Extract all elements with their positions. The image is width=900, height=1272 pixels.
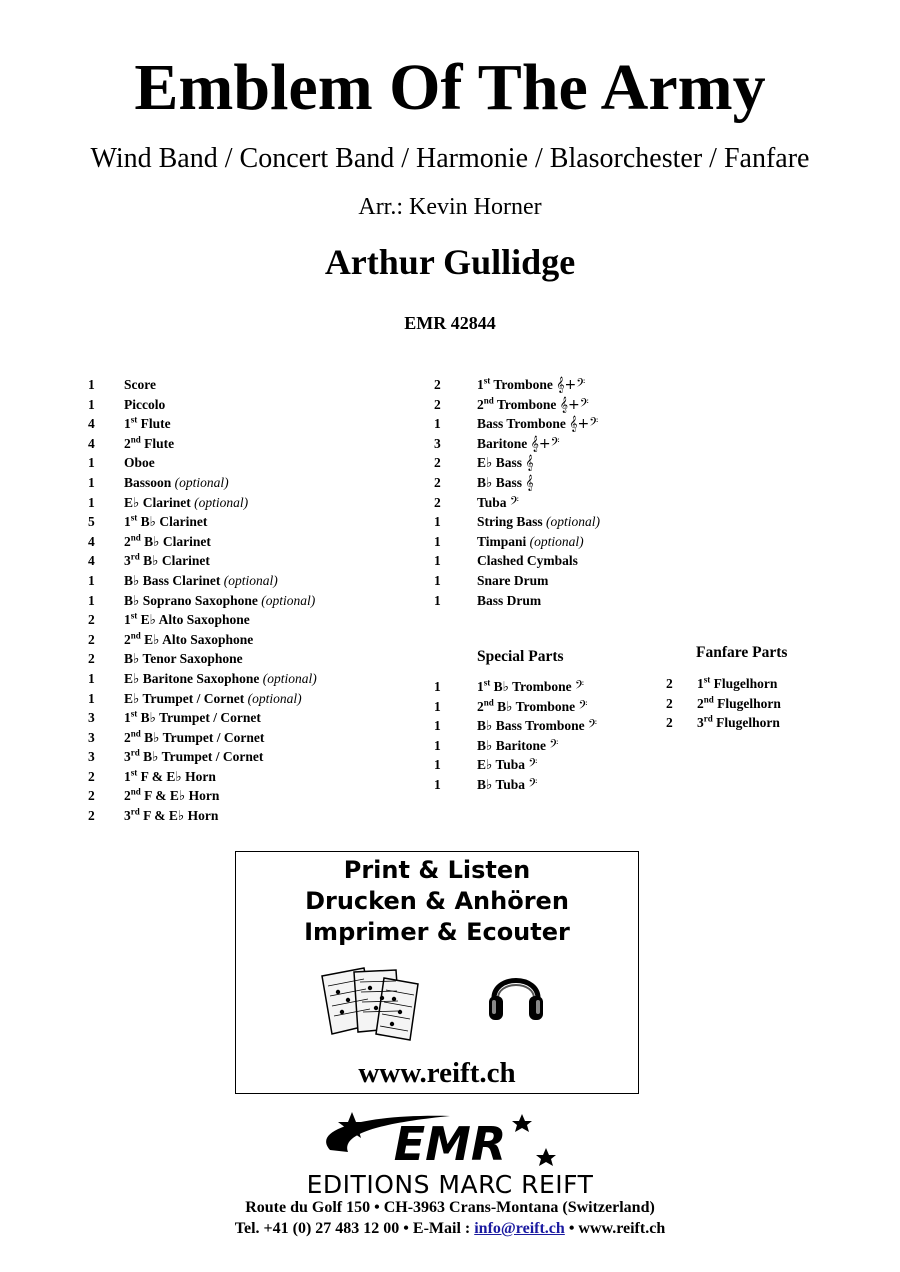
clef-icon: 𝄞+𝄢 — [559, 396, 589, 413]
part-name — [124, 551, 210, 571]
part-quantity: 4 — [88, 416, 95, 432]
part-label: B♭ Trumpet / Cornet — [140, 729, 265, 745]
part-quantity: 3 — [88, 710, 95, 726]
part-row — [434, 434, 664, 454]
part-name — [477, 375, 585, 396]
part-label: Flute — [140, 435, 175, 451]
part-quantity: 1 — [434, 776, 441, 792]
part-row — [88, 395, 418, 415]
parts-list-left — [88, 375, 418, 826]
promo-line-french: Imprimer & Ecouter — [304, 918, 570, 946]
part-row — [434, 453, 664, 473]
optional-note: (optional) — [529, 533, 584, 549]
part-name — [124, 453, 155, 473]
clef-icon: 𝄞 — [525, 455, 534, 472]
part-row — [434, 493, 664, 513]
part-quantity: 3 — [88, 729, 95, 745]
clef-icon: 𝄢 — [549, 737, 559, 754]
part-name — [124, 689, 302, 709]
part-row — [88, 669, 418, 689]
part-name — [124, 395, 165, 415]
publisher-name: EDITIONS MARC REIFT — [306, 1170, 594, 1199]
part-row — [434, 571, 664, 591]
ordinal-suffix: st — [483, 677, 491, 688]
part-quantity: 1 — [88, 690, 95, 706]
part-position: 1 — [477, 377, 484, 392]
part-name — [124, 708, 261, 728]
emr-logo — [300, 1108, 600, 1174]
part-quantity: 2 — [434, 474, 441, 490]
part-row — [434, 697, 664, 717]
part-name — [124, 806, 218, 826]
promo-line-german: Drucken & Anhören — [305, 887, 569, 915]
part-label: F & E♭ Horn — [137, 768, 216, 784]
part-row — [434, 591, 664, 611]
part-row — [434, 677, 664, 697]
ordinal-suffix: nd — [483, 697, 494, 708]
part-label: E♭ Alto Saxophone — [137, 612, 250, 628]
part-name — [477, 493, 519, 514]
part-row — [434, 375, 664, 395]
part-position: 2 — [124, 533, 131, 549]
composer-name: Arthur Gullidge — [324, 242, 576, 282]
part-name — [124, 473, 229, 493]
part-label: Snare Drum — [477, 572, 549, 588]
part-name — [124, 630, 253, 650]
part-name — [124, 610, 250, 630]
part-row — [88, 708, 418, 728]
part-label: Tuba — [477, 494, 510, 510]
ordinal-suffix: st — [130, 767, 138, 778]
ordinal-suffix: st — [130, 512, 138, 523]
part-name — [124, 375, 156, 395]
part-label: E♭ Baritone Saxophone — [124, 670, 263, 686]
promo-line-english: Print & Listen — [343, 856, 531, 884]
part-label: Clashed Cymbals — [477, 553, 578, 569]
part-quantity: 2 — [88, 651, 95, 667]
part-label: B♭ Tuba — [477, 776, 529, 792]
optional-note: (optional) — [546, 514, 601, 530]
part-label: Score — [124, 377, 156, 392]
part-quantity: 2 — [88, 768, 95, 784]
part-quantity: 1 — [434, 698, 441, 714]
part-label: B♭ Trombone — [490, 679, 576, 694]
part-label: String Bass — [477, 514, 547, 530]
ordinal-suffix: nd — [130, 532, 141, 543]
ordinal-suffix: nd — [130, 786, 141, 797]
part-label: E♭ Trumpet / Cornet — [124, 690, 248, 706]
part-row — [88, 689, 418, 709]
part-label: Piccolo — [124, 396, 166, 412]
part-name — [124, 512, 207, 532]
part-row — [88, 473, 418, 493]
contact-website[interactable]: • www.reift.ch — [564, 1220, 666, 1237]
part-name — [477, 551, 578, 571]
clef-icon: 𝄢 — [528, 776, 538, 793]
optional-note: (optional) — [174, 474, 229, 490]
part-row — [666, 674, 866, 694]
part-label: F & E♭ Horn — [140, 788, 220, 804]
part-quantity: 1 — [88, 494, 95, 510]
part-label: B♭ Bass Trombone — [477, 718, 589, 734]
part-label: Trombone — [493, 396, 560, 412]
part-name — [477, 532, 584, 552]
part-quantity: 1 — [88, 670, 95, 686]
ordinal-suffix: st — [703, 674, 711, 685]
email-link[interactable]: info@reift.ch — [474, 1220, 565, 1237]
parts-list-right — [434, 375, 664, 610]
part-label: B♭ Trumpet / Cornet — [137, 710, 261, 726]
part-position: 1 — [697, 676, 704, 691]
part-label: B♭ Trumpet / Cornet — [139, 749, 264, 765]
part-quantity: 1 — [434, 757, 441, 773]
part-name — [477, 697, 588, 718]
part-row — [434, 395, 664, 415]
part-name — [124, 649, 243, 669]
part-quantity: 3 — [434, 435, 441, 451]
print-listen-box — [235, 851, 639, 1094]
part-quantity: 5 — [88, 514, 95, 530]
part-name — [124, 767, 216, 787]
part-quantity: 2 — [88, 612, 95, 628]
clef-icon: 𝄢 — [528, 757, 538, 774]
part-label: Flugelhorn — [712, 715, 780, 731]
special-parts-list — [434, 677, 664, 795]
part-label: B♭ Baritone — [477, 737, 550, 753]
part-quantity: 1 — [88, 572, 95, 588]
part-row — [88, 532, 418, 552]
part-row — [88, 414, 418, 434]
part-row — [666, 694, 866, 714]
arranger-credit: Arr.: Kevin Horner — [358, 194, 542, 220]
part-row — [88, 493, 418, 513]
part-quantity: 2 — [88, 808, 95, 824]
part-quantity: 2 — [88, 631, 95, 647]
part-row — [434, 551, 664, 571]
part-quantity: 1 — [434, 572, 441, 588]
part-name — [477, 453, 534, 474]
part-quantity: 1 — [434, 737, 441, 753]
ordinal-suffix: nd — [130, 728, 141, 739]
part-label: Timpani — [477, 533, 530, 549]
optional-note: (optional) — [223, 572, 278, 588]
clef-icon: 𝄢 — [578, 698, 588, 715]
part-position: 1 — [124, 710, 131, 726]
part-row — [88, 551, 418, 571]
part-quantity: 1 — [434, 553, 441, 569]
part-position: 3 — [124, 553, 131, 569]
ordinal-suffix: nd — [130, 434, 141, 445]
part-quantity: 4 — [88, 533, 95, 549]
part-name — [477, 571, 548, 591]
ordinal-suffix: st — [130, 610, 138, 621]
optional-note: (optional) — [261, 592, 316, 608]
ordinal-suffix: rd — [130, 806, 140, 817]
part-position: 2 — [124, 788, 131, 804]
part-row — [88, 747, 418, 767]
part-quantity: 1 — [88, 474, 95, 490]
part-position: 3 — [124, 808, 131, 824]
part-row — [434, 736, 664, 756]
part-name — [124, 591, 315, 611]
promo-website[interactable]: www.reift.ch — [358, 1057, 516, 1089]
part-label: B♭ Clarinet — [140, 533, 211, 549]
part-quantity: 3 — [88, 749, 95, 765]
part-row — [88, 630, 418, 650]
contact-phone: Tel. +41 (0) 27 483 12 00 • E-Mail : — [234, 1220, 475, 1237]
part-name — [477, 414, 598, 435]
part-position: 1 — [124, 416, 131, 432]
ordinal-suffix: rd — [130, 551, 140, 562]
part-label: E♭ Alto Saxophone — [140, 631, 254, 647]
part-label: Flugelhorn — [710, 676, 778, 691]
part-label: B♭ Trombone — [493, 698, 579, 714]
part-quantity: 2 — [666, 676, 673, 691]
ordinal-suffix: st — [130, 414, 138, 425]
publisher-contact — [0, 1219, 900, 1239]
part-quantity: 2 — [88, 788, 95, 804]
part-row — [434, 512, 664, 532]
part-position: 2 — [477, 396, 484, 412]
clef-icon: 𝄢 — [588, 718, 598, 735]
part-row — [88, 786, 418, 806]
part-label: Bass Trombone — [477, 416, 570, 432]
publisher-address: Route du Golf 150 • CH-3963 Crans-Montana (Switzerland) — [245, 1199, 655, 1216]
part-position: 2 — [697, 695, 704, 711]
part-name — [124, 669, 317, 689]
part-name — [477, 736, 558, 757]
part-row — [88, 571, 418, 591]
ordinal-suffix: nd — [483, 395, 494, 406]
part-row — [88, 649, 418, 669]
part-row — [88, 453, 418, 473]
ordinal-suffix: st — [483, 375, 491, 386]
part-label: B♭ Tenor Saxophone — [124, 651, 243, 667]
part-quantity: 2 — [666, 715, 673, 731]
part-quantity: 1 — [434, 592, 441, 608]
part-name — [124, 434, 174, 454]
part-row — [434, 775, 664, 795]
part-row — [434, 716, 664, 736]
part-quantity: 1 — [434, 416, 441, 432]
part-name — [477, 395, 589, 416]
part-label: E♭ Bass — [477, 455, 526, 471]
part-name — [697, 694, 781, 714]
part-name — [477, 473, 534, 494]
part-row — [88, 767, 418, 787]
part-label: B♭ Bass Clarinet — [124, 572, 224, 588]
part-label: Bassoon — [124, 474, 175, 490]
special-parts-heading: Special Parts — [477, 648, 564, 665]
part-position: 1 — [477, 679, 484, 694]
clef-icon: 𝄞+𝄢 — [569, 416, 599, 433]
part-quantity: 2 — [434, 455, 441, 471]
part-name — [477, 434, 560, 455]
part-quantity: 1 — [434, 533, 441, 549]
part-row — [88, 610, 418, 630]
clef-icon: 𝄞+𝄢 — [556, 377, 586, 393]
part-quantity: 1 — [434, 514, 441, 530]
part-position: 1 — [124, 514, 131, 530]
part-name — [124, 532, 211, 552]
part-position: 3 — [124, 749, 131, 765]
part-name — [124, 493, 248, 513]
part-label: F & E♭ Horn — [139, 808, 219, 824]
part-label: Oboe — [124, 455, 155, 471]
part-quantity: 4 — [88, 553, 95, 569]
clef-icon: 𝄞+𝄢 — [530, 435, 560, 452]
part-name — [697, 674, 777, 694]
part-row — [88, 728, 418, 748]
part-row — [88, 591, 418, 611]
part-position: 2 — [124, 435, 131, 451]
score-title: Emblem Of The Army — [134, 51, 766, 124]
part-label: E♭ Clarinet — [124, 494, 195, 510]
part-name — [697, 713, 780, 733]
part-position: 2 — [477, 698, 484, 714]
part-label: Trombone — [490, 377, 557, 392]
part-name — [477, 512, 600, 532]
catalog-number: EMR 42844 — [404, 313, 496, 333]
headphones-icon — [486, 960, 546, 1026]
part-name — [124, 728, 264, 748]
clef-icon: 𝄞 — [525, 474, 534, 491]
ordinal-suffix: nd — [130, 630, 141, 641]
part-name — [124, 571, 278, 591]
part-name — [124, 786, 219, 806]
part-quantity: 1 — [434, 718, 441, 734]
optional-note: (optional) — [194, 494, 249, 510]
part-label: Flute — [137, 416, 171, 432]
part-name — [477, 755, 537, 776]
part-label: Flugelhorn — [713, 695, 781, 711]
part-quantity: 1 — [88, 377, 95, 392]
part-name — [477, 775, 537, 796]
clef-icon: 𝄢 — [509, 494, 519, 511]
part-position: 1 — [124, 612, 131, 628]
part-label: E♭ Tuba — [477, 757, 529, 773]
part-row — [666, 713, 866, 733]
ordinal-suffix: st — [130, 708, 138, 719]
part-quantity: 2 — [434, 377, 441, 392]
fanfare-parts-heading: Fanfare Parts — [696, 644, 788, 661]
part-row — [434, 532, 664, 552]
part-label: Bass Drum — [477, 592, 542, 608]
logo-text: EMR — [393, 1117, 507, 1171]
optional-note: (optional) — [247, 690, 302, 706]
part-row — [88, 806, 418, 826]
part-label: Baritone — [477, 435, 531, 451]
part-position: 2 — [124, 729, 131, 745]
part-row — [88, 375, 418, 395]
part-row — [434, 414, 664, 434]
part-quantity: 1 — [88, 396, 95, 412]
sheet-music-icon — [320, 962, 430, 1042]
part-quantity: 4 — [88, 435, 95, 451]
part-name — [124, 747, 263, 767]
ordinal-suffix: rd — [703, 713, 713, 724]
part-row — [434, 473, 664, 493]
part-name — [477, 591, 541, 611]
part-position: 3 — [697, 715, 704, 731]
optional-note: (optional) — [262, 670, 317, 686]
part-quantity: 1 — [88, 455, 95, 471]
part-label: B♭ Clarinet — [139, 553, 210, 569]
part-position: 2 — [124, 631, 131, 647]
part-quantity: 2 — [666, 695, 673, 711]
part-name — [477, 677, 584, 698]
part-label: B♭ Soprano Saxophone — [124, 592, 262, 608]
part-quantity: 2 — [434, 494, 441, 510]
clef-icon: 𝄢 — [575, 679, 585, 695]
part-quantity: 1 — [434, 679, 441, 694]
instrumentation-subtitle: Wind Band / Concert Band / Harmonie / Blasorchester / Fanfare — [90, 143, 810, 174]
fanfare-parts-list — [666, 674, 866, 733]
part-quantity: 1 — [88, 592, 95, 608]
ordinal-suffix: rd — [130, 747, 140, 758]
part-row — [88, 434, 418, 454]
ordinal-suffix: nd — [703, 694, 714, 705]
part-quantity: 2 — [434, 396, 441, 412]
part-name — [477, 716, 597, 737]
part-position: 1 — [124, 768, 131, 784]
part-row — [88, 512, 418, 532]
part-label: B♭ Bass — [477, 474, 526, 490]
part-label: B♭ Clarinet — [137, 514, 208, 530]
part-row — [434, 755, 664, 775]
part-name — [124, 414, 171, 434]
